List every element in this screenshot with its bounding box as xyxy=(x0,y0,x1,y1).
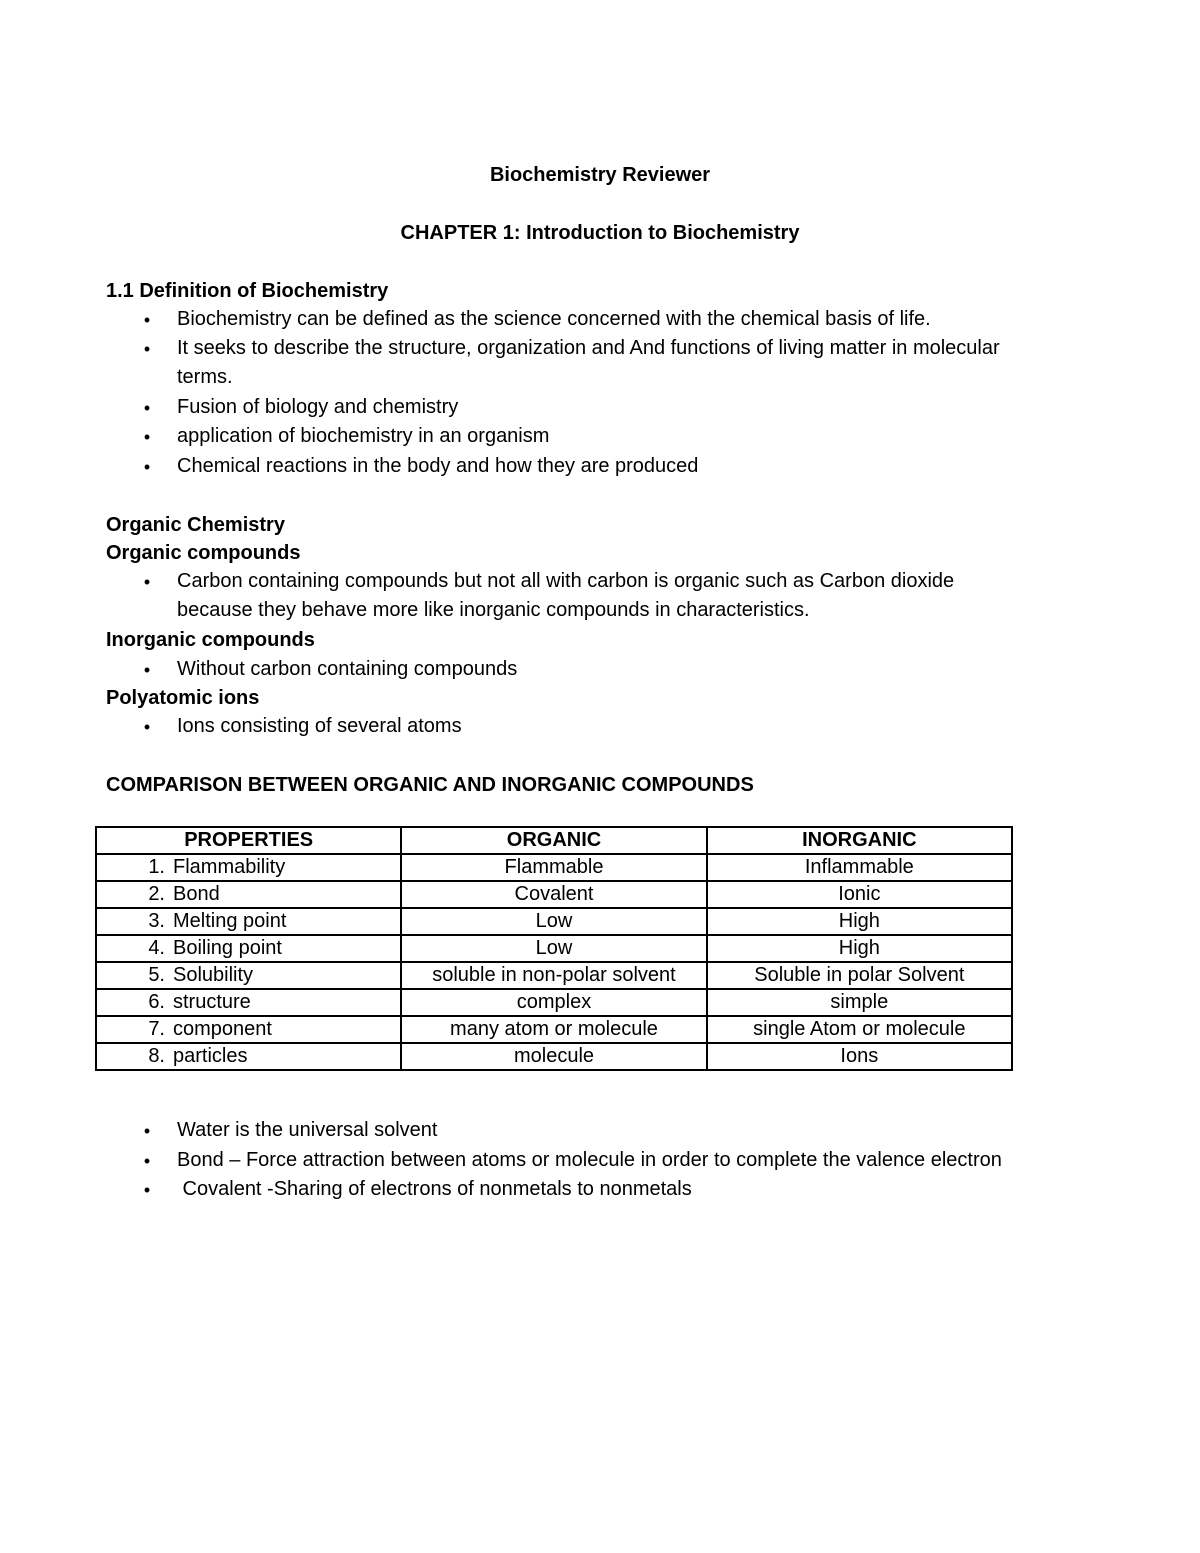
list-item-continuation: terms. xyxy=(177,366,233,388)
table-row xyxy=(96,989,1012,1016)
list-item: Ions consisting of several atoms xyxy=(177,715,462,737)
property-name: Solubility xyxy=(173,964,254,986)
organic-cell: Low xyxy=(401,935,706,962)
property-name: Boiling point xyxy=(173,937,282,959)
bullet-icon: • xyxy=(143,1151,151,1171)
table-row xyxy=(96,854,1012,881)
property-cell xyxy=(96,989,401,1016)
header-organic: ORGANIC xyxy=(401,827,706,854)
organic-chemistry-heading: Organic Chemistry xyxy=(106,514,285,536)
property-name: Bond xyxy=(173,883,220,905)
organic-cell: molecule xyxy=(401,1043,706,1070)
bullet-icon: • xyxy=(143,427,151,447)
bullet-icon: • xyxy=(143,339,151,359)
list-item-continuation: because they behave more like inorganic compounds in characteristics. xyxy=(177,599,810,621)
bullet-icon: • xyxy=(143,310,151,330)
organic-cell: many atom or molecule xyxy=(401,1016,706,1043)
chapter-title: CHAPTER 1: Introduction to Biochemistry xyxy=(400,222,800,244)
list-item: It seeks to describe the structure, organization and And functions of living matter in molecular xyxy=(177,337,1000,359)
bullet-icon: • xyxy=(143,572,151,592)
list-item: Carbon containing compounds but not all with carbon is organic such as Carbon dioxide xyxy=(177,570,955,592)
property-cell xyxy=(96,1016,401,1043)
table-row xyxy=(96,908,1012,935)
polyatomic-ions-heading: Polyatomic ions xyxy=(106,687,260,709)
list-item: Covalent -Sharing of electrons of nonmetals to nonmetals xyxy=(177,1178,692,1200)
inorganic-cell: simple xyxy=(707,989,1012,1016)
header-properties: PROPERTIES xyxy=(96,827,401,854)
bullet-icon: • xyxy=(143,1121,151,1141)
property-cell xyxy=(96,881,401,908)
list-item: application of biochemistry in an organism xyxy=(177,425,550,447)
list-item: Fusion of biology and chemistry xyxy=(177,396,459,418)
property-name: structure xyxy=(173,991,251,1013)
property-name: component xyxy=(173,1018,272,1040)
document-title: Biochemistry Reviewer xyxy=(489,164,711,186)
row-number: 2. xyxy=(148,883,165,905)
inorganic-cell: Inflammable xyxy=(707,854,1012,881)
property-cell xyxy=(96,1043,401,1070)
property-name: particles xyxy=(173,1045,248,1067)
row-number: 3. xyxy=(148,910,165,932)
table-header-row xyxy=(96,827,1012,854)
inorganic-cell: High xyxy=(707,908,1012,935)
table-row xyxy=(96,1043,1012,1070)
list-item: Chemical reactions in the body and how they are produced xyxy=(177,455,699,477)
inorganic-cell: single Atom or molecule xyxy=(707,1016,1012,1043)
organic-cell: complex xyxy=(401,989,706,1016)
header-inorganic: INORGANIC xyxy=(707,827,1012,854)
table-row xyxy=(96,1016,1012,1043)
row-number: 1. xyxy=(148,856,165,878)
list-item: Biochemistry can be defined as the science concerned with the chemical basis of life. xyxy=(177,308,931,330)
organic-cell: Covalent xyxy=(401,881,706,908)
table-row xyxy=(96,935,1012,962)
bullet-icon: • xyxy=(143,457,151,477)
property-cell xyxy=(96,962,401,989)
bullet-icon: • xyxy=(143,1180,151,1200)
table-row xyxy=(96,962,1012,989)
property-cell xyxy=(96,854,401,881)
row-number: 7. xyxy=(148,1018,165,1040)
row-number: 4. xyxy=(148,937,165,959)
list-item: Without carbon containing compounds xyxy=(177,658,518,680)
property-name: Flammability xyxy=(173,856,286,878)
row-number: 6. xyxy=(148,991,165,1013)
list-item: Water is the universal solvent xyxy=(177,1119,438,1141)
section-heading-definition: 1.1 Definition of Biochemistry xyxy=(106,280,389,302)
organic-cell: Low xyxy=(401,908,706,935)
organic-cell: soluble in non-polar solvent xyxy=(401,962,706,989)
list-item: Bond – Force attraction between atoms or molecule in order to complete the valence electron xyxy=(177,1149,1002,1171)
bullet-icon: • xyxy=(143,717,151,737)
inorganic-cell: High xyxy=(707,935,1012,962)
inorganic-cell: Ions xyxy=(707,1043,1012,1070)
row-number: 5. xyxy=(148,964,165,986)
inorganic-cell: Soluble in polar Solvent xyxy=(707,962,1012,989)
inorganic-compounds-heading: Inorganic compounds xyxy=(106,629,315,651)
bullet-icon: • xyxy=(143,398,151,418)
comparison-heading: COMPARISON BETWEEN ORGANIC AND INORGANIC COMPOUNDS xyxy=(106,774,754,796)
property-cell xyxy=(96,908,401,935)
organic-compounds-heading: Organic compounds xyxy=(106,542,301,564)
table-row xyxy=(96,881,1012,908)
property-cell xyxy=(96,935,401,962)
inorganic-cell: Ionic xyxy=(707,881,1012,908)
comparison-table xyxy=(95,826,1013,1071)
organic-cell: Flammable xyxy=(401,854,706,881)
property-name: Melting point xyxy=(173,910,287,932)
row-number: 8. xyxy=(148,1045,165,1067)
bullet-icon: • xyxy=(143,660,151,680)
